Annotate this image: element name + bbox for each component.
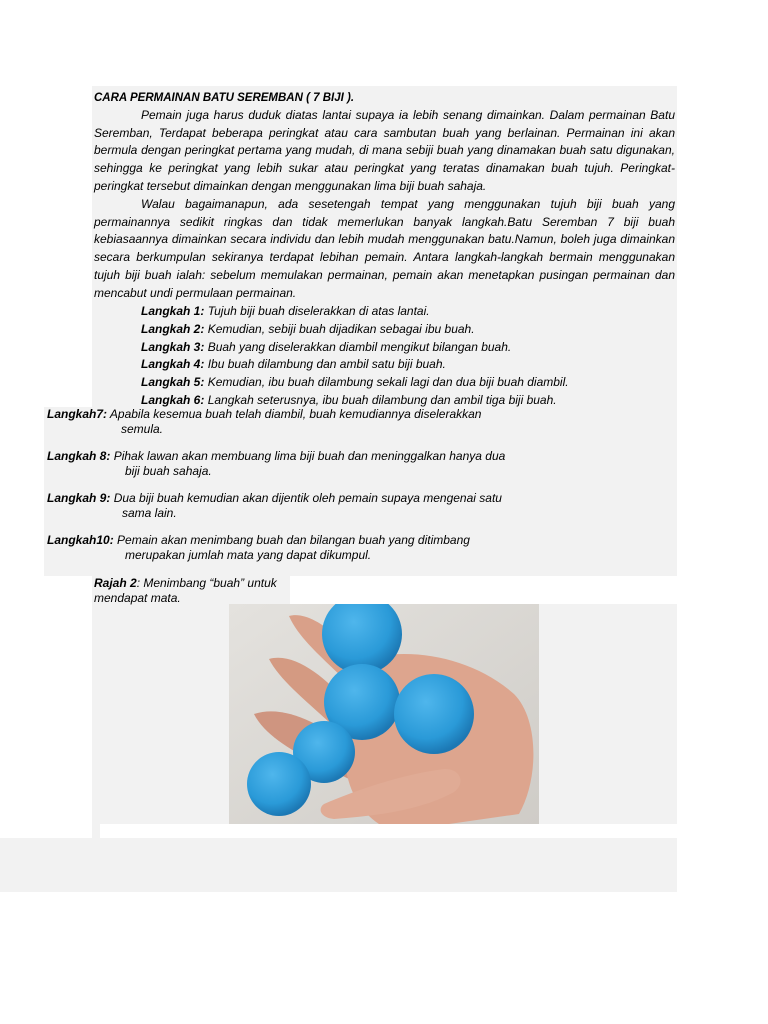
step-text: Pemain akan menimbang buah dan bilangan buah yang ditimbang <box>113 533 470 547</box>
step-label: Langkah 8: <box>47 449 111 463</box>
figure-margin-right <box>539 604 677 824</box>
step-label: Langkah 2: <box>141 322 205 336</box>
step-label: Langkah 4: <box>141 357 205 371</box>
step-10 <box>47 533 470 562</box>
step-text-continued: sama lain. <box>122 505 177 520</box>
step-label: Langkah 1: <box>141 304 205 318</box>
step-label: Langkah 3: <box>141 340 205 354</box>
paragraph-seven-stones: Walau bagaimanapun, ada sesetengah tempat yang menggunakan tujuh biji buah yang permainannya sedikit ringkas dan tidak memerlukan banyak langkah.Batu Seremban 7 biji buah kebiasaannya dimainkan secara individu dan lebih mudah menggunakan batu.Namun, boleh juga dimainkan secara berkumpulan sekiranya terdapat lebihan pemain. Antara langkah-langkah bermain menggunakan tujuh biji buah ialah: sebelum memulakan permainan, pemain akan menetapkan pusingan permainan dan mencabut undi permulaan permainan. <box>94 197 675 300</box>
step-3 <box>141 339 511 357</box>
step-text: Dua biji buah kemudian akan dijentik oleh pemain supaya mengenai satu <box>110 491 502 505</box>
caption-text: : Menimbang “buah” untuk <box>136 576 277 590</box>
figure-caption <box>94 576 277 606</box>
blue-ball <box>394 674 474 754</box>
step-label: Langkah 6: <box>141 393 205 407</box>
step-5 <box>141 374 569 392</box>
step-text: Apabila kesemua buah telah diambil, buah kemudiannya diselerakkan <box>107 407 482 421</box>
step-9 <box>47 491 502 520</box>
step-text: Tujuh biji buah diselerakkan di atas lantai. <box>204 304 430 318</box>
step-label: Langkah10: <box>47 533 114 547</box>
step-text-continued: semula. <box>121 421 164 436</box>
step-1 <box>141 303 430 321</box>
step-label: Langkah 9: <box>47 491 111 505</box>
step-7 <box>47 407 481 436</box>
step-text: Kemudian, sebiji buah dijadikan sebagai ibu buah. <box>204 322 475 336</box>
caption-text-continued: mendapat mata. <box>94 591 181 605</box>
step-4 <box>141 356 446 374</box>
figure-footer-notch <box>92 824 100 838</box>
step-text: Kemudian, ibu buah dilambung sekali lagi dan dua biji buah diambil. <box>204 375 569 389</box>
paragraph-intro: Pemain juga harus duduk diatas lantai supaya ia lebih senang dimainkan. Dalam permainan Batu Seremban, Terdapat beberapa peringkat atau cara sambutan buah yang berlainan. Permainan ini akan bermula dengan peringkat pertama yang mudah, di mana sebiji buah yang dinamakan buah satu digunakan, sehingga ke peringkat yang lebih sukar atau peringkat yang teratas dinamakan buah tujuh. Peringkat-peringkat tersebut dimainkan dengan menggunakan lima biji buah sahaja. <box>94 108 675 193</box>
blue-ball <box>247 752 311 816</box>
footer-background <box>0 838 677 892</box>
step-text-continued: merupakan jumlah mata yang dapat dikumpul. <box>125 547 372 562</box>
document-title: CARA PERMAINAN BATU SEREMBAN ( 7 BIJI ). <box>94 92 355 104</box>
step-8 <box>47 449 505 478</box>
hand-with-balls-illustration <box>229 604 539 824</box>
figure-photo <box>229 604 539 824</box>
caption-label: Rajah 2 <box>94 576 137 590</box>
step-label: Langkah7: <box>47 407 108 421</box>
step-label: Langkah 5: <box>141 375 205 389</box>
step-text: Pihak lawan akan membuang lima biji buah dan meninggalkan hanya dua <box>110 449 506 463</box>
step-text-continued: biji buah sahaja. <box>125 463 212 478</box>
step-text: Buah yang diselerakkan diambil mengikut bilangan buah. <box>204 340 512 354</box>
figure-margin-left <box>92 604 229 824</box>
step-text: Ibu buah dilambung dan ambil satu biji buah. <box>204 357 446 371</box>
step-text: Langkah seterusnya, ibu buah dilambung dan ambil tiga biji buah. <box>204 393 557 407</box>
step-2 <box>141 321 475 339</box>
